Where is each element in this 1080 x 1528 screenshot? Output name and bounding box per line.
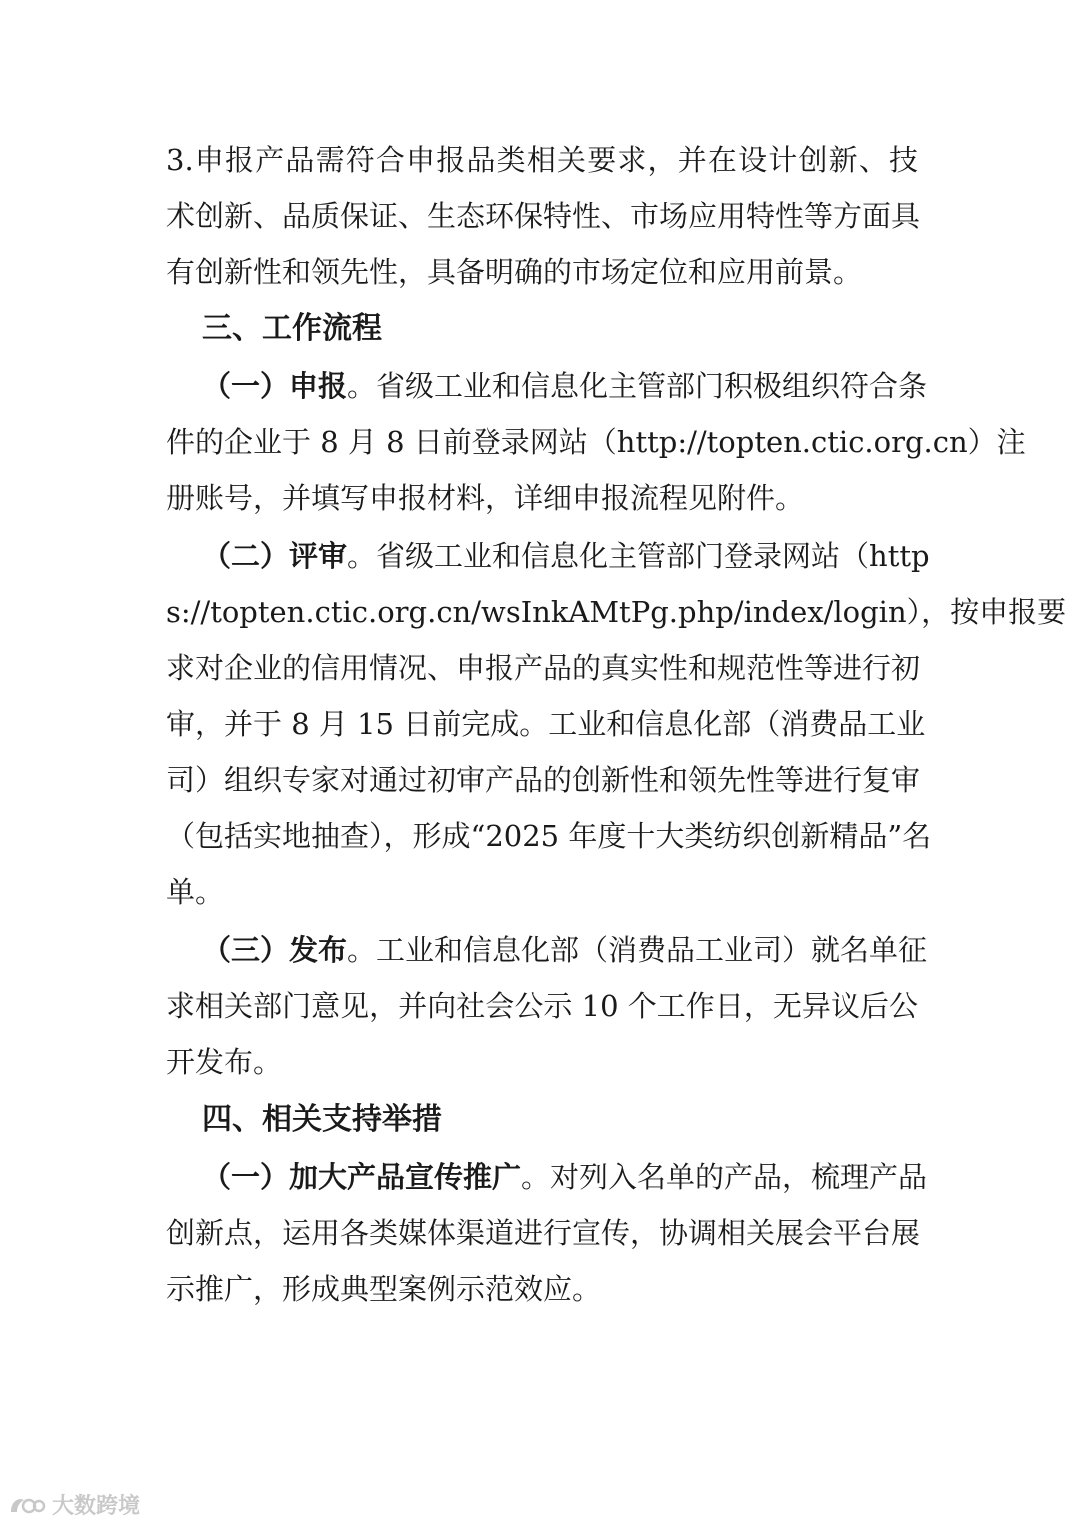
paragraph-lead: （三）发布 [202, 933, 348, 967]
paragraph-lead: （一）申报 [202, 369, 348, 403]
section-heading: 三、工作流程 [202, 311, 382, 346]
watermark [8, 1489, 140, 1520]
paragraph-text: 。省级工业和信息化主管部门积极组织符合条 [347, 369, 928, 403]
paragraph-lead: （二）评审 [202, 539, 348, 573]
paragraph-first-line [202, 366, 928, 406]
body-line: 审，并于 8 月 15 日前完成。工业和信息化部（消费品工业 [166, 707, 926, 741]
body-line: 司）组织专家对通过初审产品的创新性和领先性等进行复审 [166, 763, 921, 797]
paragraph-first-line [202, 1157, 928, 1197]
body-line: （包括实地抽查），形成“2025 年度十大类纺织创新精品”名 [166, 819, 932, 853]
body-line: 开发布。 [166, 1045, 283, 1079]
paragraph-text: 。对列入名单的产品，梳理产品 [521, 1160, 928, 1194]
body-line: 3.申报产品需符合申报品类相关要求，并在设计创新、技 [166, 143, 918, 177]
paragraph-text: 。工业和信息化部（消费品工业司）就名单征 [347, 933, 928, 967]
body-line: 创新点，运用各类媒体渠道进行宣传，协调相关展会平台展 [166, 1216, 921, 1250]
paragraph-text: 。省级工业和信息化主管部门登录网站（http [347, 539, 930, 573]
paragraph-first-line [202, 930, 928, 970]
body-line: 求对企业的信用情况、申报产品的真实性和规范性等进行初 [166, 651, 921, 685]
paragraph-lead: （一）加大产品宣传推广 [202, 1160, 522, 1194]
body-line: s://topten.ctic.org.cn/wsInkAMtPg.php/index/login），按申报要 [166, 595, 1067, 629]
paragraph-first-line [202, 536, 930, 576]
body-line: 术创新、品质保证、生态环保特性、市场应用特性等方面具 [166, 199, 921, 233]
body-line: 示推广，形成典型案例示范效应。 [166, 1272, 602, 1306]
body-line: 册账号，并填写申报材料，详细申报流程见附件。 [166, 481, 805, 515]
watermark-text: 大数跨境 [52, 1494, 141, 1519]
body-line: 求相关部门意见，并向社会公示 10 个工作日，无异议后公 [166, 989, 918, 1023]
body-line: 单。 [166, 875, 225, 909]
section-heading: 四、相关支持举措 [202, 1102, 442, 1137]
brand-logo-icon [8, 1494, 46, 1516]
body-line: 件的企业于 8 月 8 日前登录网站（http://topten.ctic.org.cn）注 [166, 425, 1026, 459]
body-line: 有创新性和领先性，具备明确的市场定位和应用前景。 [166, 255, 863, 289]
